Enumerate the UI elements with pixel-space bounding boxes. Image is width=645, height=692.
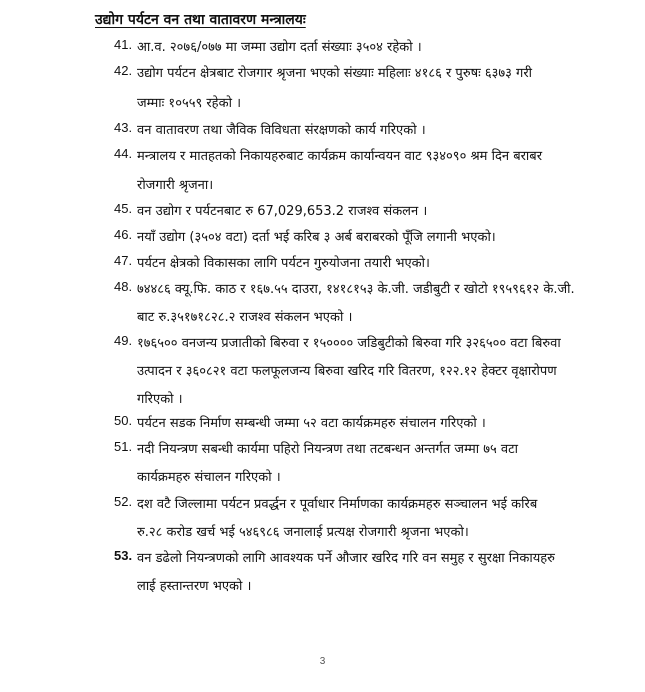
item-text-line: पर्यटन सडक निर्माण सम्बन्धी जम्मा ५२ वटा कार्यक्रमहरु संचालन गरिएको । [137,416,486,431]
section-heading: उद्योग पर्यटन वन तथा वातावरण मन्त्रालयः [95,12,306,28]
item-number: 52. [114,494,133,509]
item-text-line: रु.२८ करोड खर्च भई ५४६९८६ जनालाई प्रत्यक्ष रोजगारी श्रृजना भएको। [137,525,469,540]
item-text-line: उत्पादन र ३६०८२१ वटा फलफूलजन्य बिरुवा खरिद गरि वितरण, १२२.१२ हेक्टर वृक्षारोपण [137,364,557,379]
item-text-line: लाई हस्तान्तरण भएको । [137,579,252,594]
item-number: 46. [114,227,133,242]
page-number: 3 [319,656,326,667]
item-text-line: दश वटै जिल्लामा पर्यटन प्रवर्द्धन र पूर्वाधार निर्माणका कार्यक्रमहरु सञ्चालन भई करिब [137,497,538,512]
item-text-line: नयाँ उद्योग (३५०४ वटा) दर्ता भई करिब ३ अर्ब बराबरको पूँजि लगानी भएको। [137,230,496,245]
item-number: 53. [114,548,133,563]
item-text-line: नदी नियन्त्रण सबन्धी कार्यमा पहिरो नियन्त्रण तथा तटबन्धन अन्तर्गत जम्मा ७५ वटा [137,442,519,457]
item-number: 51. [114,439,133,454]
item-text-line: उद्योग पर्यटन क्षेत्रबाट रोजगार श्रृजना भएको संख्याः महिलाः ४१८६ र पुरुषः ६३७३ गरी [137,66,533,81]
item-number: 43. [114,120,133,135]
item-number: 48. [114,279,133,294]
item-number: 44. [114,146,133,161]
item-number: 49. [114,333,133,348]
item-text-line: वन डढेलो नियन्त्रणको लागि आवश्यक पर्ने औजार खरिद गरि वन समुह र सुरक्षा निकायहरु [137,551,555,566]
item-text-line: बाट रु.३५१७१८२८.२ राजश्व संकलन भएको । [137,310,353,325]
item-text-line: १७६५०० वनजन्य प्रजातीको बिरुवा र १५०००० जडिबुटीको बिरुवा गरि ३२६५०० वटा बिरुवा [137,336,561,351]
item-text-line: गरिएको । [137,392,183,407]
item-text-line: रोजगारी श्रृजना। [137,178,214,193]
item-text-line: वन उद्योग र पर्यटनबाट रु 67,029,653.2 राजश्व संकलन । [137,204,428,219]
item-text-line: पर्यटन क्षेत्रको विकासका लागि पर्यटन गुरुयोजना तयारी भएको। [137,256,430,271]
item-text-line: ७४४८६ क्यू.फि. काठ र १६७.५५ दाउरा, १४१८१५३ के.जी. जडीबुटी र खोटो १९५९६१२ के.जी. [137,282,575,297]
item-number: 42. [114,63,133,78]
item-text-line: जम्माः १०५५९ रहेको । [137,96,241,111]
item-text-line: कार्यक्रमहरु संचालन गरिएको । [137,470,281,485]
item-number: 41. [114,37,133,52]
item-number: 50. [114,413,133,428]
item-number: 47. [114,253,133,268]
item-text-line: मन्त्रालय र मातहतको निकायहरुबाट कार्यक्रम कार्यान्वयन वाट ९३४०९० श्रम दिन बराबर [137,149,543,164]
item-number: 45. [114,201,133,216]
item-text-line: आ.व. २०७६/०७७ मा जम्मा उद्योग दर्ता संख्याः ३५०४ रहेको । [137,40,422,55]
item-text-line: वन वातावरण तथा जैविक विविधता संरक्षणको कार्य गरिएको । [137,123,426,138]
